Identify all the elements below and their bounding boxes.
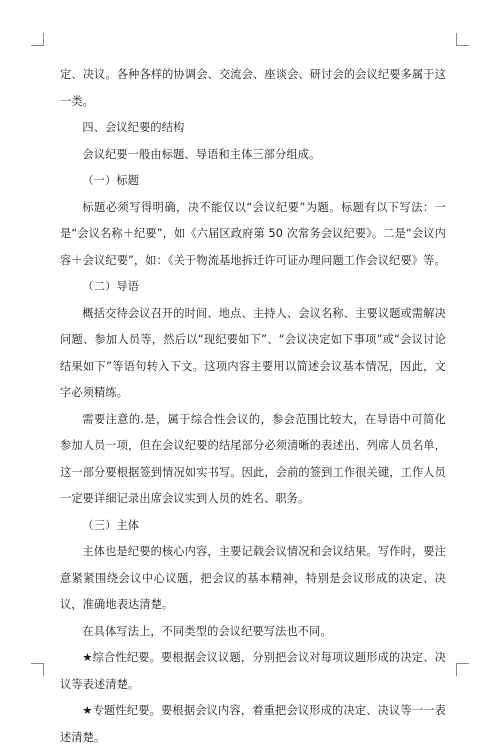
paragraph-comprehensive-minutes: ★综合性纪要。要根据会议议题，分别把会议对每项议题形成的决定、决议等表述清楚。: [60, 651, 446, 691]
crop-mark-bottom-right: [456, 663, 469, 676]
crop-mark-bottom-left: [31, 663, 44, 676]
paragraph-lead-content: 概括交待会议召开的时间、地点、主持人、会议名称、主要议题或需解决问题、参加人员等，然后以“现纪要如下”、“会议决定如下事项”或“会议讨论结果如下”等语句转入下文。这项内容主要用以简述会议基本情况，因此，文字必须精练。: [60, 306, 446, 399]
paragraph-body-core: 主体也是纪要的核心内容，主要记载会议情况和会议结果。写作时，要注意紧紧围绕会议中心议题，把会议的基本精神，特别是会议形成的决定、决议，准确地表达清楚。: [60, 545, 446, 611]
subheading-lead: （二）导语: [82, 280, 140, 293]
crop-mark-top-right: [456, 33, 469, 46]
paragraph-structure-intro: 会议纪要一般由标题、导语和主体三部分组成。: [82, 147, 321, 161]
subheading-title: （一）标题: [82, 174, 140, 187]
crop-mark-top-left: [31, 33, 44, 46]
subheading-body: （三）主体: [82, 518, 140, 532]
document-body: [60, 62, 446, 751]
section-heading-structure: 四、会议纪要的结构: [82, 121, 185, 134]
paragraph-lead-note: 需要注意的.是，属于综合性会议的，参会范围比较大，在导语中可简化参加人员一项，但在会议纪要的结尾部分必须清晰的表述出、列席人员名单，这一部分要根据签到情况如实书写。因此，会前的签到工作很关键，工作人员一定要详细记录出席会议实到人员的姓名、职务。: [60, 412, 446, 505]
paragraph-body-types: 在具体写法上，不同类型的会议纪要写法也不同。: [82, 624, 332, 638]
paragraph-continuation: 定、决议。各种各样的协调会、交流会、座谈会、研讨会的会议纪要多属于这一类。: [60, 68, 446, 108]
paragraph-title-rules: 标题必须写得明确，决不能仅以“会议纪要”为题。标题有以下写法：一是“会议名称＋纪要”，如《六届区政府第 50 次常务会议纪要》。二是“会议内容＋会议纪要”，如：《关于物流基地拆迁许可证办理问题工作会议纪要》等。: [60, 200, 446, 267]
paragraph-thematic-minutes: ★专题性纪要。要根据会议内容，着重把会议形成的决定、决议等一一表述清楚。: [60, 704, 446, 744]
